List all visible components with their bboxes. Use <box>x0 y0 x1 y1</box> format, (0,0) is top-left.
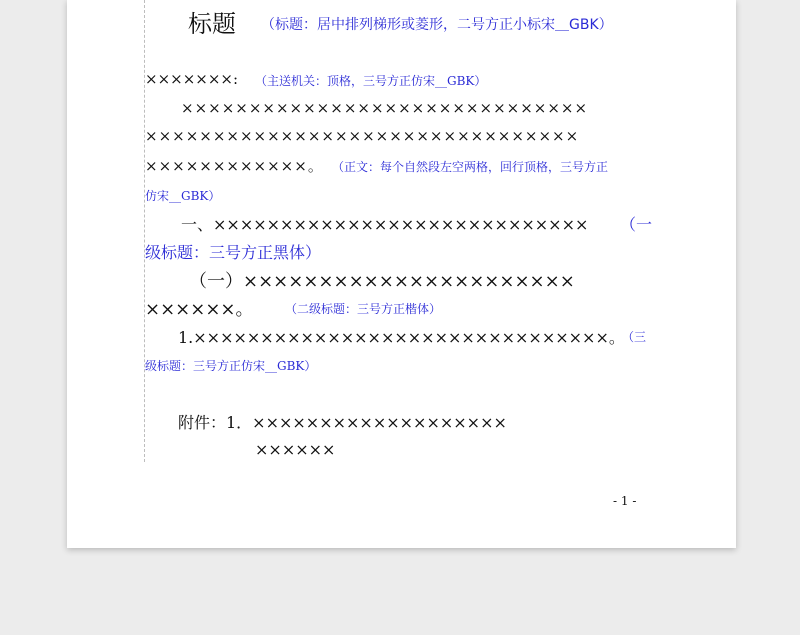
level3-heading: 1.×××××××××××××××××××××××××××××××。 <box>178 328 625 347</box>
level1-format-note-2: 级标题：三号方正黑体） <box>145 243 322 262</box>
body-format-note-2: 仿宋__GBK） <box>145 189 221 203</box>
document-title: 标题 <box>188 10 236 38</box>
recipient-line: ×××××××: <box>145 70 239 88</box>
title-format-note: （标题：居中排列梯形或菱形，二号方正小标宋＿GBK） <box>261 17 613 33</box>
level2-format-note: （二级标题：三号方正楷体） <box>285 302 442 316</box>
level3-format-note-1: （三 <box>622 330 647 344</box>
body-format-note-1: （正文：每个自然段左空两格，回行顶格，三号方正 <box>332 160 609 174</box>
page-number: - 1 - <box>613 494 637 508</box>
body-paragraph-line-1: ×××××××××××××××××××××××××××××× <box>181 99 589 117</box>
level3-format-note-2: 级标题：三号方正仿宋__GBK） <box>145 359 317 373</box>
body-paragraph-line-2: ×××××××××××××××××××××××××××××××× <box>145 127 580 145</box>
document-page <box>67 0 736 548</box>
level2-heading-line-2: ××××××。 <box>145 299 254 320</box>
recipient-format-note: （主送机关：顶格，三号方正仿宋__GBK） <box>255 74 487 88</box>
level1-heading: 一、×××××××××××××××××××××××××××× <box>181 215 589 234</box>
attachment-line: 附件：1．××××××××××××××××××× <box>178 413 507 432</box>
body-paragraph-line-3: ××××××××××××。 <box>145 157 324 175</box>
attachment-line-2: ×××××× <box>255 440 336 459</box>
level2-heading: （一）×××××××××××××××××××××× <box>189 271 575 292</box>
level1-format-note-1: （一 <box>620 215 653 234</box>
